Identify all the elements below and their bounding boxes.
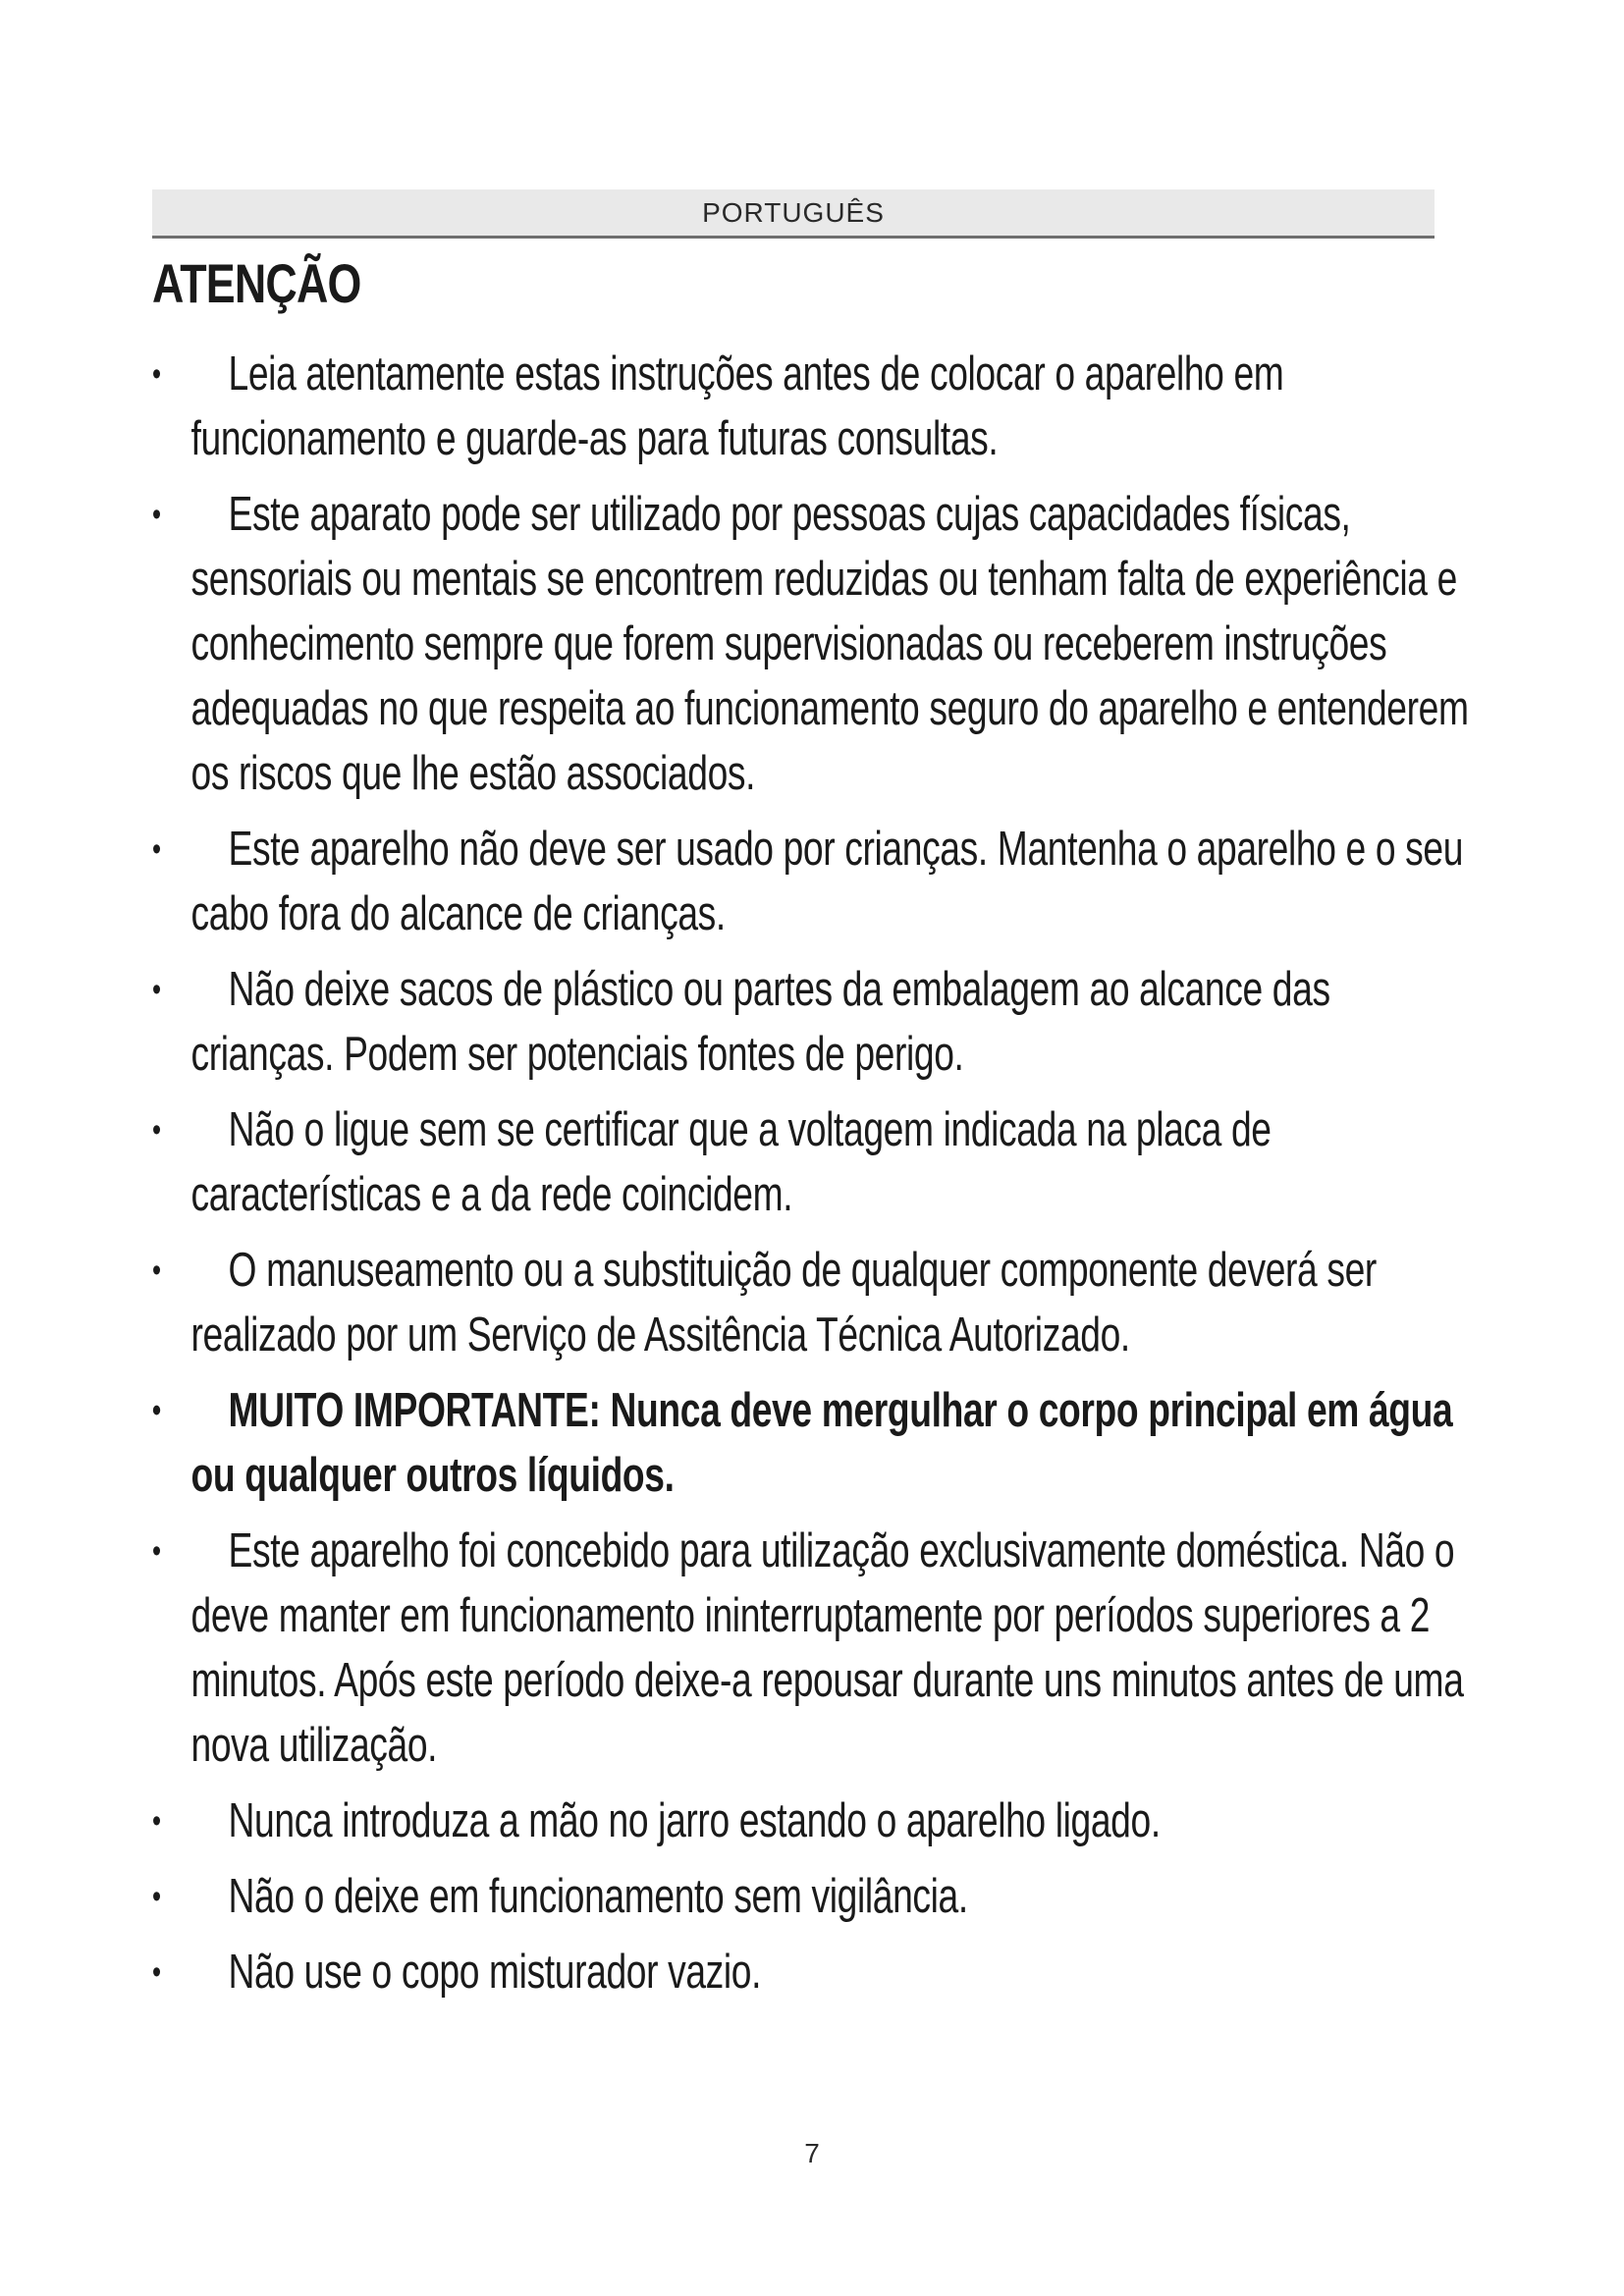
section-title: ATENÇÃO (152, 252, 361, 314)
bullet-icon: • (152, 971, 161, 1008)
list-item-text: Este aparelho foi concebido para utilização exclusivamente doméstica. Não o deve manter em funcionamento ininterruptamente por períodos superiores a 2 minutos. Após este período deixe-a repousar durante uns minutos antes de uma nova utilização. (190, 1524, 1464, 1772)
list-item-text: MUITO IMPORTANTE: Nunca deve mergulhar o corpo principal em água ou qualquer outros líquidos. (190, 1384, 1453, 1502)
warning-list (152, 342, 1527, 2015)
list-item-text: Este aparelho não deve ser usado por crianças. Mantenha o aparelho e o seu cabo fora do alcance de crianças. (190, 823, 1464, 940)
list-item (152, 1519, 1482, 1778)
list-item-text: Não o deixe em funcionamento sem vigilância. (228, 1870, 968, 1923)
page-number: 7 (804, 2138, 820, 2168)
list-item (152, 1238, 1482, 1367)
list-item (152, 1789, 1482, 1853)
bullet-icon: • (152, 355, 161, 393)
bullet-icon: • (152, 1111, 161, 1148)
list-item (152, 342, 1482, 471)
list-item-text: Este aparato pode ser utilizado por pessoas cujas capacidades físicas, sensoriais ou mentais se encontrem reduzidas ou tenham falta de experiência e conhecimento sempre que forem supervisionadas ou receberem instruções adequadas no que respeita ao funcionamento seguro do aparelho e entenderem os riscos que lhe estão associados. (190, 488, 1469, 800)
list-item (152, 817, 1482, 946)
list-item (152, 482, 1482, 806)
list-item-text: Não use o copo misturador vazio. (228, 1946, 762, 1999)
list-item (152, 1940, 1482, 2004)
bullet-icon: • (152, 1878, 161, 1915)
list-item (152, 1097, 1482, 1227)
bullet-icon: • (152, 1532, 161, 1570)
list-item (152, 957, 1482, 1087)
list-item-text: Não o ligue sem se certificar que a voltagem indicada na placa de características e a da rede coincidem. (190, 1103, 1272, 1221)
bullet-icon: • (152, 1953, 161, 1991)
list-item-text: Leia atentamente estas instruções antes de colocar o aparelho em funcionamento e guarde-as para futuras consultas. (190, 347, 1284, 465)
list-item-text: O manuseamento ou a substituição de qualquer componente deverá ser realizado por um Serviço de Assitência Técnica Autorizado. (190, 1244, 1377, 1362)
language-label: PORTUGUÊS (702, 197, 885, 228)
list-item (152, 1864, 1482, 1929)
list-item-text: Nunca introduza a mão no jarro estando o aparelho ligado. (228, 1794, 1161, 1847)
bullet-icon: • (152, 830, 161, 868)
language-header-bar (152, 189, 1435, 239)
bullet-icon: • (152, 1252, 161, 1289)
list-item-text: Não deixe sacos de plástico ou partes da embalagem ao alcance das crianças. Podem ser potenciais fontes de perigo. (190, 963, 1330, 1081)
list-item-important (152, 1378, 1482, 1508)
bullet-icon: • (152, 1392, 161, 1429)
bullet-icon: • (152, 1802, 161, 1840)
bullet-icon: • (152, 496, 161, 533)
